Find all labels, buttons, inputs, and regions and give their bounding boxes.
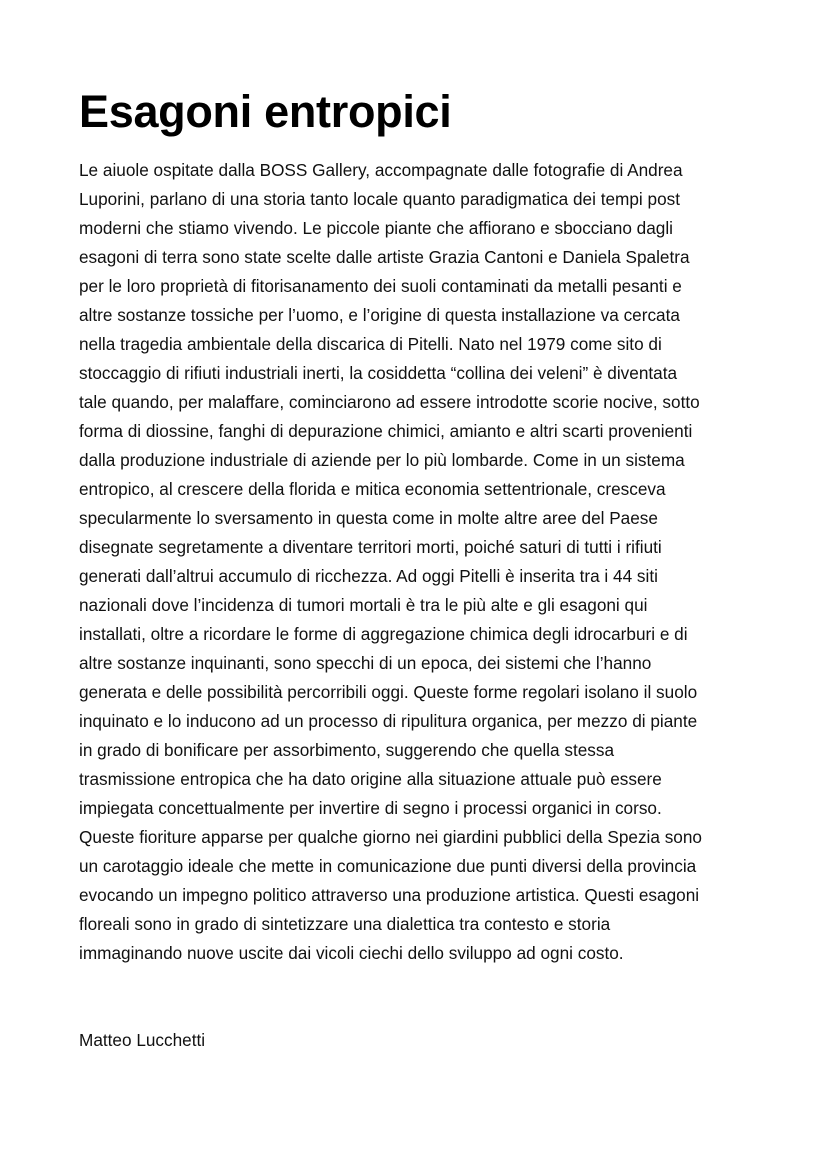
text-line: generati dall’altrui accumulo di ricchezza. Ad oggi Pitelli è inserita tra i 44 siti bbox=[79, 566, 658, 586]
text-line: stoccaggio di rifiuti industriali inerti, la cosiddetta “collina dei veleni” è diventata bbox=[79, 363, 678, 383]
body-paragraph bbox=[79, 156, 759, 968]
text-line: trasmissione entropica che ha dato origine alla situazione attuale può essere bbox=[79, 769, 662, 789]
text-line: immaginando nuove uscite dai vicoli ciechi dello sviluppo ad ogni costo. bbox=[79, 943, 624, 963]
text-line: un carotaggio ideale che mette in comunicazione due punti diversi della provincia bbox=[79, 856, 697, 876]
text-line: floreali sono in grado di sintetizzare una dialettica tra contesto e storia bbox=[79, 914, 611, 934]
page-title: Esagoni entropici bbox=[79, 86, 452, 137]
text-line: inquinato e lo inducono ad un processo di ripulitura organica, per mezzo di piante bbox=[79, 711, 698, 731]
text-line: nazionali dove l’incidenza di tumori mortali è tra le più alte e gli esagoni qui bbox=[79, 595, 648, 615]
text-line: Queste fioriture apparse per qualche giorno nei giardini pubblici della Spezia sono bbox=[79, 827, 702, 847]
text-line: generata e delle possibilità percorribili oggi. Queste forme regolari isolano il suolo bbox=[79, 682, 698, 702]
text-line: tale quando, per malaffare, cominciarono ad essere introdotte scorie nocive, sotto bbox=[79, 392, 700, 412]
text-line: per le loro proprietà di fitorisanamento dei suoli contaminati da metalli pesanti e bbox=[79, 276, 682, 296]
text-line: nella tragedia ambientale della discarica di Pitelli. Nato nel 1979 come sito di bbox=[79, 334, 662, 354]
text-line: forma di diossine, fanghi di depurazione chimici, amianto e altri scarti provenienti bbox=[79, 421, 693, 441]
text-line: installati, oltre a ricordare le forme di aggregazione chimica degli idrocarburi e di bbox=[79, 624, 688, 644]
text-line: in grado di bonificare per assorbimento, suggerendo che quella stessa bbox=[79, 740, 615, 760]
text-line: esagoni di terra sono state scelte dalle artiste Grazia Cantoni e Daniela Spaletra bbox=[79, 247, 690, 267]
text-line: Luporini, parlano di una storia tanto locale quanto paradigmatica dei tempi post bbox=[79, 189, 680, 209]
text-line: entropico, al crescere della florida e mitica economia settentrionale, cresceva bbox=[79, 479, 666, 499]
text-line: altre sostanze inquinanti, sono specchi di un epoca, dei sistemi che l’hanno bbox=[79, 653, 652, 673]
text-line: specularmente lo sversamento in questa come in molte altre aree del Paese bbox=[79, 508, 658, 528]
text-line: dalla produzione industriale di aziende per lo più lombarde. Come in un sistema bbox=[79, 450, 685, 470]
text-line: moderni che stiamo vivendo. Le piccole piante che affiorano e sbocciano dagli bbox=[79, 218, 673, 238]
text-line: altre sostanze tossiche per l’uomo, e l’origine di questa installazione va cercata bbox=[79, 305, 680, 325]
text-line: impiegata concettualmente per invertire di segno i processi organici in corso. bbox=[79, 798, 662, 818]
text-line: disegnate segretamente a diventare territori morti, poiché saturi di tutti i rifiuti bbox=[79, 537, 662, 557]
text-line: Le aiuole ospitate dalla BOSS Gallery, accompagnate dalle fotografie di Andrea bbox=[79, 160, 683, 180]
document-page bbox=[79, 86, 759, 1055]
text-line: evocando un impegno politico attraverso una produzione artistica. Questi esagoni bbox=[79, 885, 700, 905]
author-signature: Matteo Lucchetti bbox=[79, 1030, 206, 1050]
